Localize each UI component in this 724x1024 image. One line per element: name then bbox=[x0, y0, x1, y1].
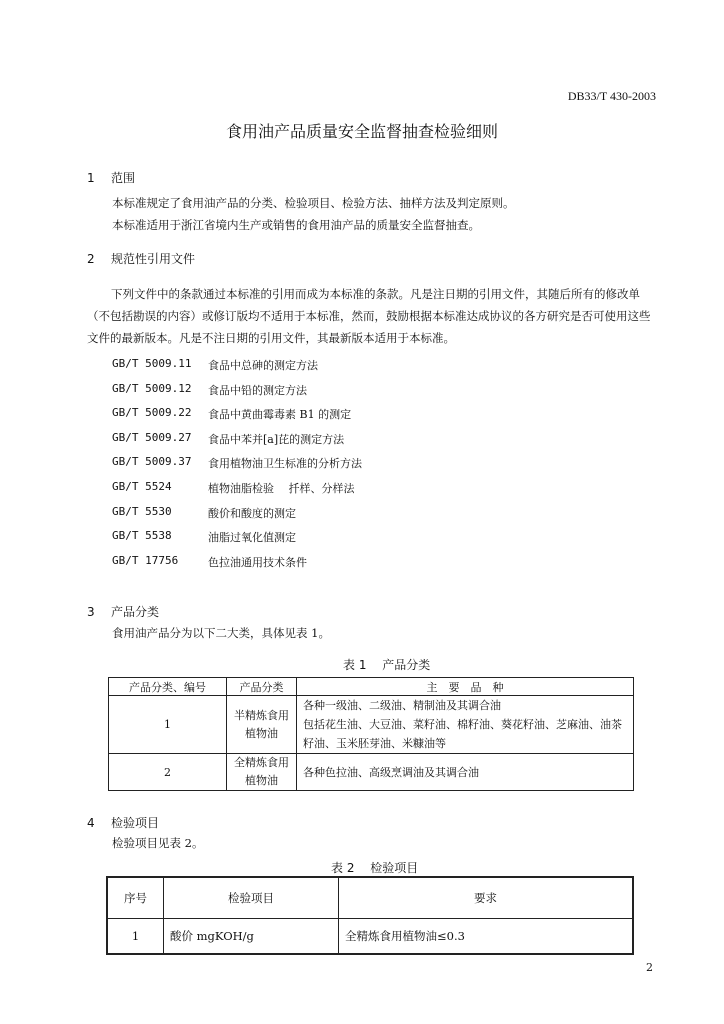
section-title: 产品分类 bbox=[111, 605, 160, 619]
reference-code: GB/T 5009.12 bbox=[112, 381, 192, 395]
reference-title: 食品中黄曲霉毒素 B1 的测定 bbox=[208, 408, 352, 422]
section-2-heading bbox=[87, 250, 195, 267]
section-title: 范围 bbox=[111, 171, 136, 185]
scope-paragraph-1: 本标准规定了食用油产品的分类、检验项目、检验方法、抽样方法及判定原则。 bbox=[112, 196, 515, 210]
document-code: DB33/T 430-2003 bbox=[567, 89, 656, 103]
section-number: 2 bbox=[87, 252, 95, 266]
inspection-items-paragraph: 检验项目见表 2。 bbox=[112, 836, 204, 850]
section-title: 规范性引用文件 bbox=[111, 252, 196, 266]
table-row bbox=[109, 754, 634, 791]
table-cell-varieties bbox=[297, 754, 634, 791]
reference-code: GB/T 5009.11 bbox=[112, 357, 192, 370]
section-title: 检验项目 bbox=[111, 816, 160, 830]
reference-title: 食品中总砷的测定方法 bbox=[208, 359, 318, 372]
section-4-heading bbox=[87, 814, 159, 831]
variety-line: 各种色拉油、高级烹调油及其调合油 bbox=[303, 765, 479, 779]
inspection-items-table bbox=[106, 876, 634, 955]
reference-code: GB/T 5009.37 bbox=[112, 455, 192, 469]
reference-code: GB/T 5009.22 bbox=[112, 406, 192, 420]
section-3-heading bbox=[87, 603, 159, 620]
table-1-caption: 表 1 产品分类 bbox=[343, 658, 431, 672]
table-header-cell: 主 要 品 种 bbox=[297, 678, 634, 696]
classification-paragraph: 食用油产品分为以下二大类，具体见表 1。 bbox=[112, 626, 330, 640]
scope-paragraph-2: 本标准适用于浙江省境内生产或销售的食用油产品的质量安全监督抽查。 bbox=[112, 218, 480, 232]
section-number: 1 bbox=[87, 171, 95, 185]
reference-title: 油脂过氧化值测定 bbox=[208, 531, 296, 545]
table-header-cell: 检验项目 bbox=[164, 877, 339, 919]
table-cell-no: 1 bbox=[107, 919, 164, 955]
table-2-caption: 表 2 检验项目 bbox=[331, 861, 419, 875]
page-title: 食用油产品质量安全监督抽查检验细则 bbox=[225, 122, 498, 141]
table-cell-no: 1 bbox=[109, 696, 227, 754]
table-header-cell: 要求 bbox=[339, 877, 634, 919]
variety-line: 包括花生油、大豆油、菜籽油、棉籽油、葵花籽油、芝麻油、油茶籽油、玉米胚芽油、米糠油等 bbox=[303, 718, 622, 750]
table-row bbox=[109, 696, 634, 754]
section-number: 3 bbox=[87, 605, 95, 619]
reference-code: GB/T 5530 bbox=[112, 504, 172, 518]
page-number: 2 bbox=[646, 961, 653, 974]
product-classification-table bbox=[108, 677, 634, 791]
table-header-cell: 序号 bbox=[107, 877, 164, 919]
reference-code: GB/T 17756 bbox=[112, 553, 179, 567]
reference-title: 食用植物油卫生标准的分析方法 bbox=[208, 457, 362, 471]
reference-title: 酸价和酸度的测定 bbox=[208, 506, 296, 520]
section-1-heading bbox=[87, 169, 135, 186]
reference-title: 色拉油通用技术条件 bbox=[208, 555, 307, 569]
section-number: 4 bbox=[87, 816, 95, 830]
table-cell-category: 半精炼食用植物油 bbox=[227, 696, 297, 754]
table-header-cell: 产品分类、编号 bbox=[109, 678, 227, 696]
reference-code: GB/T 5538 bbox=[112, 529, 172, 543]
normative-references-paragraph: 下列文件中的条款通过本标准的引用而成为本标准的条款。凡是注日期的引用文件，其随后所有的修改单（不包括勘误的内容）或修订版均不适用于本标准，然而，鼓励根据本标准达成协议的各方研究是否可使用这些文件的最新版本。凡是不注日期的引用文件，其最新版本适用于本标准。 bbox=[87, 287, 651, 345]
table-cell-category: 全精炼食用植物油 bbox=[227, 754, 297, 791]
table-header-cell: 产品分类 bbox=[227, 678, 297, 696]
variety-line: 各种一级油、二级油、精制油及其调合油 bbox=[303, 699, 501, 712]
table-cell-no: 2 bbox=[109, 754, 227, 791]
table-cell-varieties bbox=[297, 696, 634, 754]
reference-title: 食品中苯并[a]芘的测定方法 bbox=[208, 432, 345, 446]
table-cell-item: 酸价 mgKOH/g bbox=[164, 919, 339, 955]
table-header-row bbox=[109, 678, 634, 696]
reference-code: GB/T 5009.27 bbox=[112, 430, 192, 444]
reference-title: 植物油脂检验 扦样、分样法 bbox=[208, 482, 355, 495]
reference-code: GB/T 5524 bbox=[112, 480, 172, 493]
reference-title: 食品中铅的测定方法 bbox=[208, 383, 307, 397]
table-header-row bbox=[107, 877, 633, 919]
table-row bbox=[107, 919, 633, 955]
table-cell-requirement: 全精炼食用植物油≤0.3 bbox=[339, 919, 634, 955]
